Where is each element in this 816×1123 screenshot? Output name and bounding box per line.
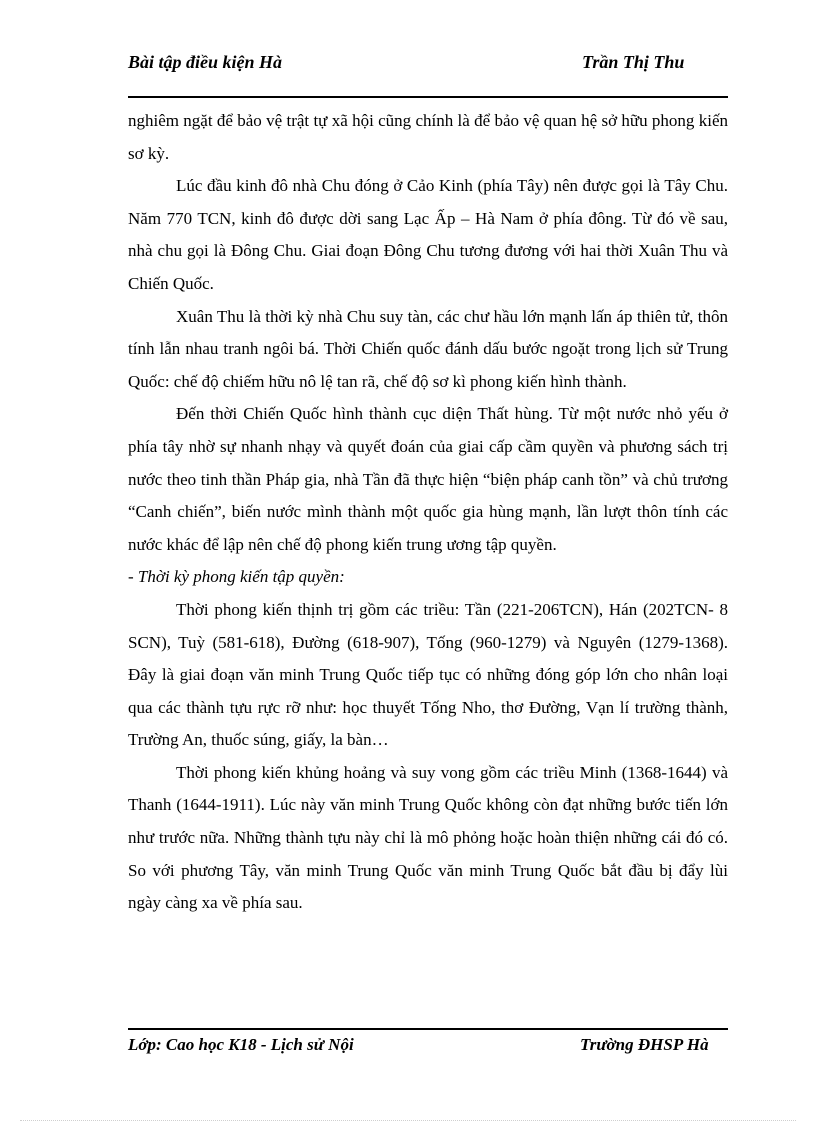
document-body	[128, 105, 728, 920]
header-author: Trần Thị Thu	[582, 52, 685, 72]
paragraph-6: Thời phong kiến khủng hoảng và suy vong gồm các triều Minh (1368-1644) và Thanh (1644-1911). Lúc này văn minh Trung Quốc không còn đạt những bước tiến lớn như trước nữa. Những thành tựu này chỉ là mô phỏng hoặc hoàn thiện những cái đó có. So với phương Tây, văn minh Trung Quốc văn minh Trung Quốc bắt đầu bị đẩy lùi ngày càng xa về phía sau.	[128, 762, 728, 913]
header-rule	[128, 96, 728, 98]
paragraph-4: Đến thời Chiến Quốc hình thành cục diện Thất hùng. Từ một nước nhỏ yếu ở phía tây nhờ sự nhanh nhạy và quyết đoán của giai cấp cầm quyền và phương sách trị nước theo tinh thần Pháp gia, nhà Tần đã thực hiện “biện pháp canh tồn” và chủ trương “Canh chiến”, biến nước mình thành một quốc gia hùng mạnh, lần lượt thôn tính các nước khác để lập nên chế độ phong kiến trung ương tập quyền.	[128, 404, 728, 554]
page-edge-divider	[20, 1120, 796, 1121]
paragraph-1: nghiêm ngặt để bảo vệ trật tự xã hội cũng chính là để bảo vệ quan hệ sở hữu phong kiến sơ kỳ.	[128, 111, 728, 163]
paragraph-2: Lúc đầu kinh đô nhà Chu đóng ở Cảo Kinh (phía Tây) nên được gọi là Tây Chu. Năm 770 TCN, kinh đô được dời sang Lạc Ấp – Hà Nam ở phía đông. Từ đó về sau, nhà chu gọi là Đông Chu. Giai đoạn Đông Chu tương đương với hai thời Xuân Thu và Chiến Quốc.	[128, 176, 728, 293]
footer-school-label: Trường ĐHSP Hà	[580, 1035, 709, 1054]
paragraph-5: Thời phong kiến thịnh trị gồm các triều: Tần (221-206TCN), Hán (202TCN- 8 SCN), Tuỳ (581-618), Đường (618-907), Tống (960-1279) và Nguyên (1279-1368). Đây là giai đoạn văn minh Trung Quốc tiếp tục có những đóng góp lớn cho nhân loại qua các thành tựu rực rỡ như: học thuyết Tống Nho, thơ Đường, Vạn lí trường thành, Trường An, thuốc súng, giấy, la bàn…	[128, 599, 728, 750]
footer-class-label: Lớp: Cao học K18 - Lịch sử Nội	[128, 1035, 354, 1054]
header-left-title: Bài tập điều kiện Hà	[128, 52, 283, 72]
footer-rule	[128, 1028, 728, 1030]
section-heading: - Thời kỳ phong kiến tập quyền:	[128, 567, 345, 587]
paragraph-3: Xuân Thu là thời kỳ nhà Chu suy tàn, các chư hầu lớn mạnh lấn áp thiên tử, thôn tính lẫn nhau tranh ngôi bá. Thời Chiến quốc đánh dấu bước ngoặt trong lịch sử Trung Quốc: chế độ chiếm hữu nô lệ tan rã, chế độ sơ kì phong kiến hình thành.	[128, 306, 728, 391]
